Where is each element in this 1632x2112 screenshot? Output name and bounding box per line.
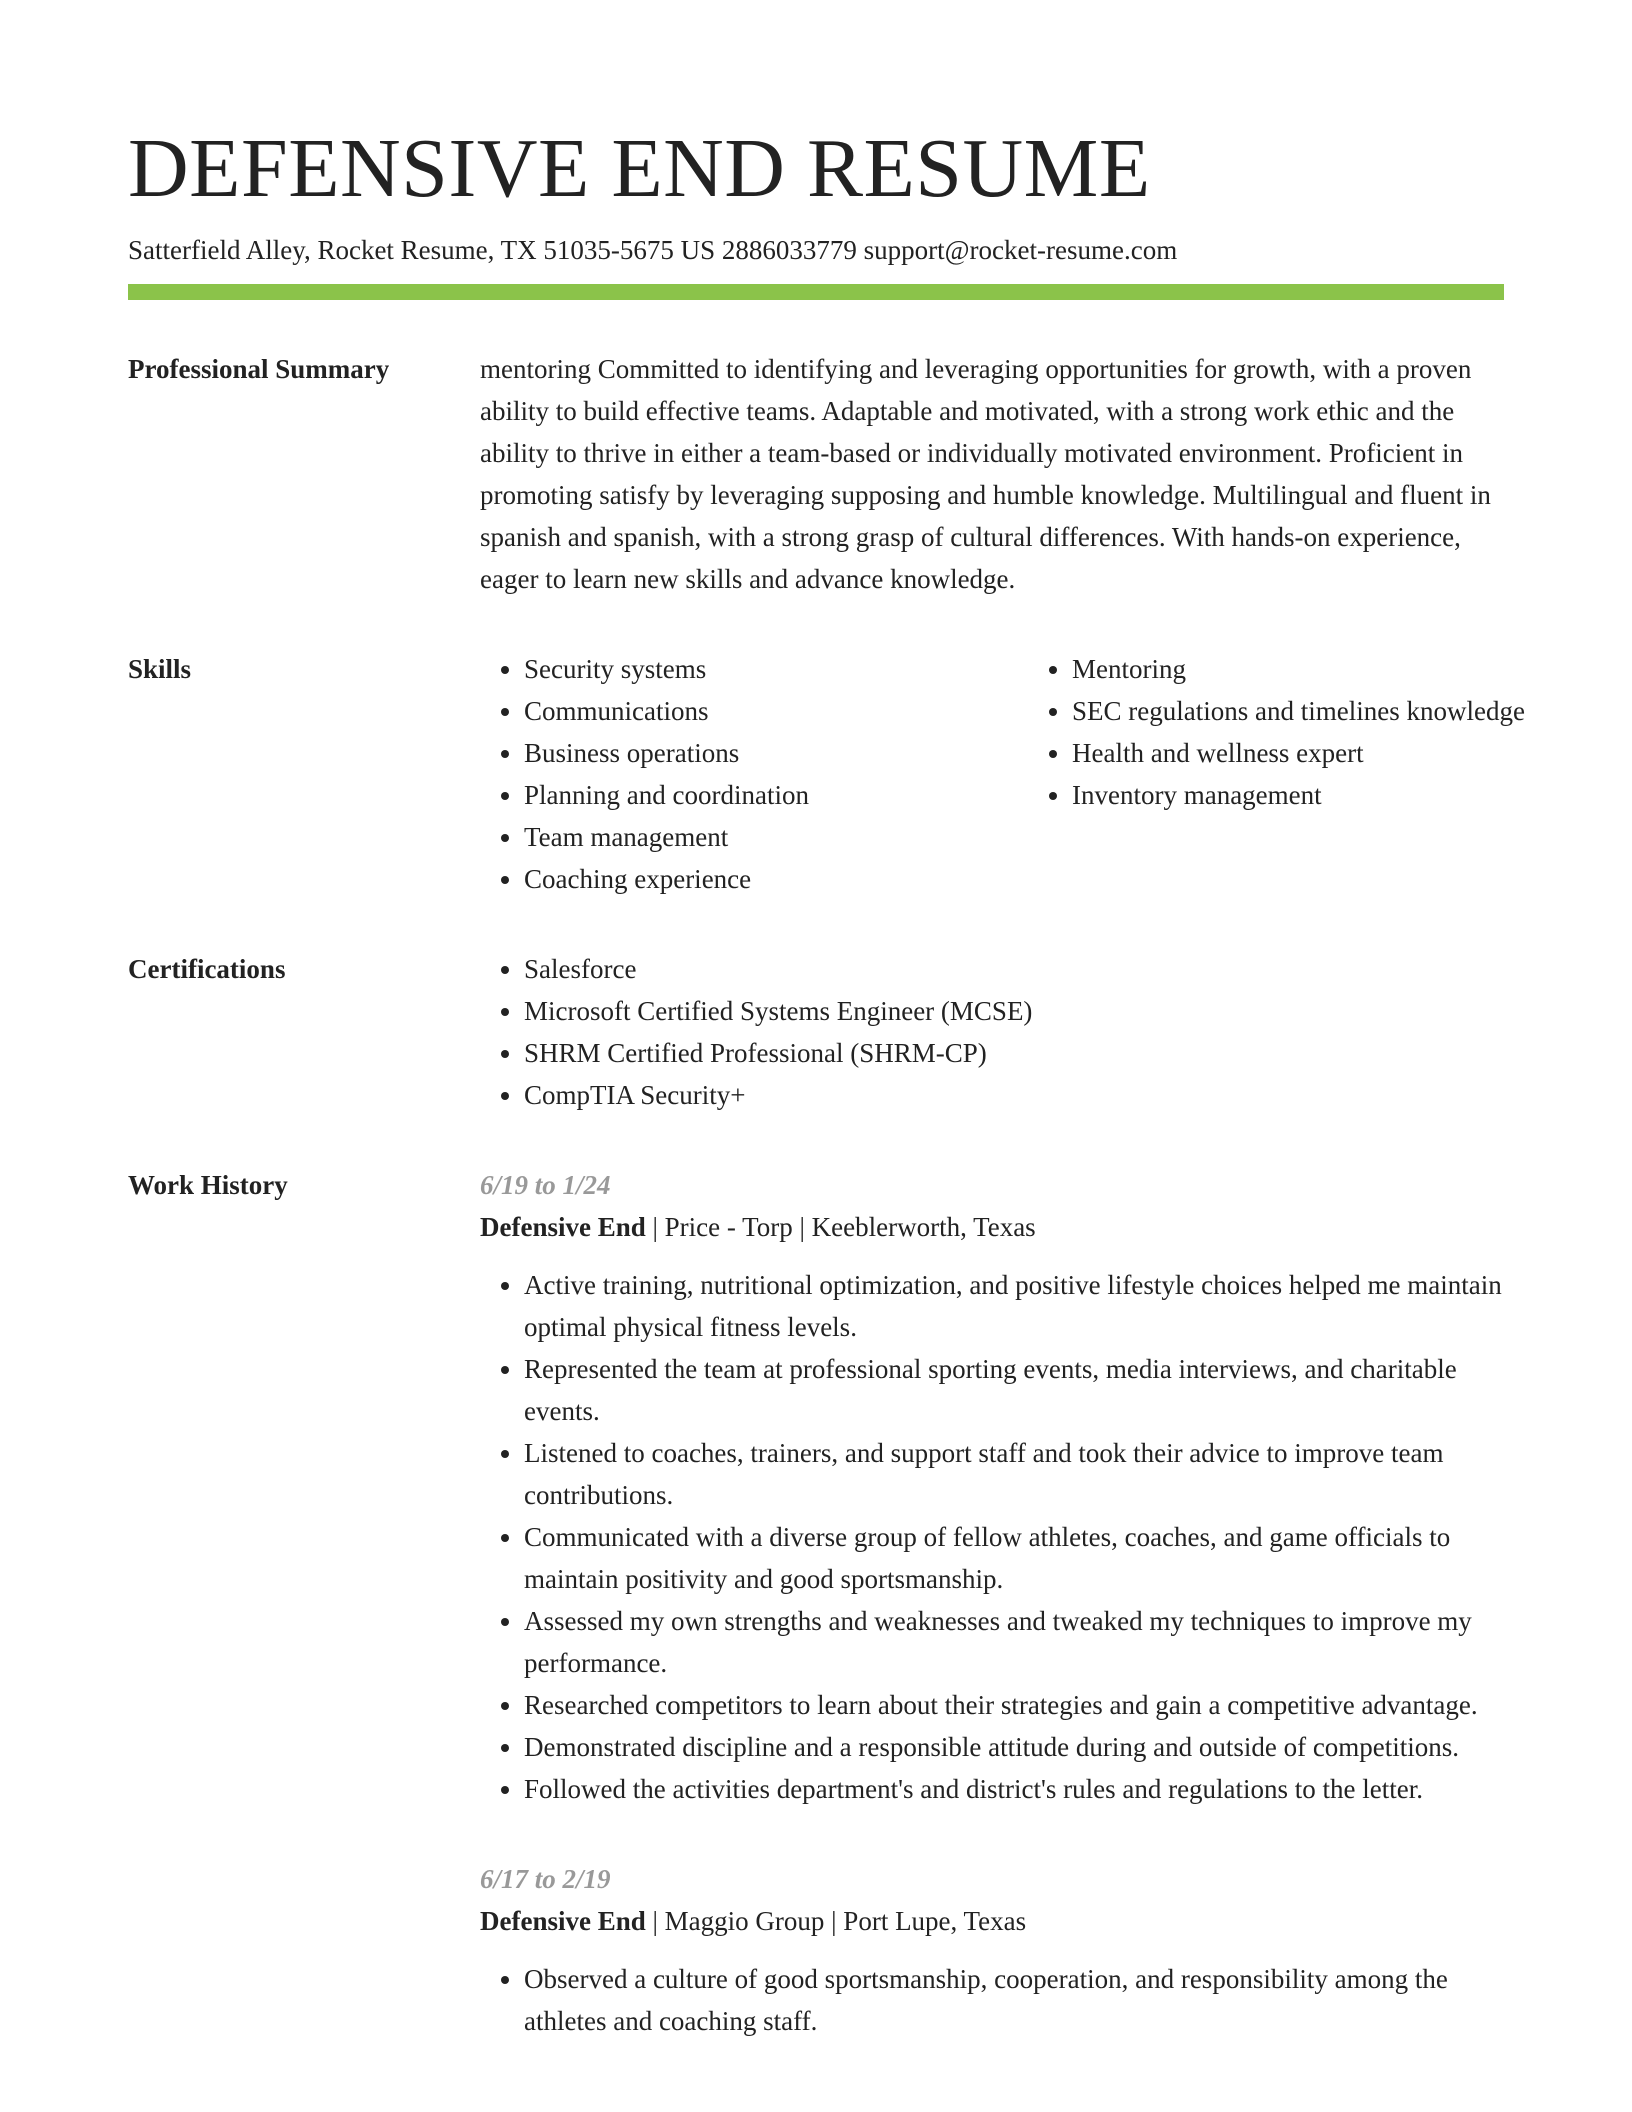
- skill-item: • Communications: [524, 690, 1028, 732]
- header-divider: [128, 284, 1504, 300]
- job-bullet: • Represented the team at professional sporting events, media interviews, and charitable events.: [524, 1348, 1504, 1432]
- skill-item: • Mentoring: [1072, 648, 1576, 690]
- job-title: Defensive End: [480, 1906, 646, 1937]
- skills-list-left: [480, 648, 1028, 900]
- job-details: | Maggio Group | Port Lupe, Texas: [645, 1906, 1027, 1937]
- job-date: 6/17 to 2/19: [480, 1864, 611, 1895]
- section-label-certifications: Certifications: [128, 954, 286, 985]
- section-label-work-history: Work History: [128, 1170, 288, 1201]
- job-details: | Price - Torp | Keeblerworth, Texas: [645, 1212, 1036, 1243]
- skill-item: • Health and wellness expert: [1072, 732, 1576, 774]
- job-bullet: • Active training, nutritional optimization, and positive lifestyle choices helped me maintain optimal physical fitness levels.: [524, 1264, 1504, 1348]
- job-heading: [480, 1206, 1504, 1248]
- skill-item: • Inventory management: [1072, 774, 1576, 816]
- certifications-list: [480, 948, 1504, 1116]
- section-label-skills: Skills: [128, 654, 192, 685]
- job-bullets: [480, 1958, 1504, 2042]
- skills-list-right: [1028, 648, 1576, 900]
- certification-item: • Salesforce: [524, 948, 1504, 990]
- section-label-summary: Professional Summary: [128, 354, 390, 385]
- skill-item: • Business operations: [524, 732, 1028, 774]
- certification-item: • Microsoft Certified Systems Engineer (MCSE): [524, 990, 1504, 1032]
- job-date: 6/19 to 1/24: [480, 1170, 611, 1201]
- skill-item: • Team management: [524, 816, 1028, 858]
- job-bullet: • Communicated with a diverse group of fellow athletes, coaches, and game officials to maintain positivity and good sportsmanship.: [524, 1516, 1504, 1600]
- contact-info: Satterfield Alley, Rocket Resume, TX 51035-5675 US 2886033779 support@rocket-resume.com: [128, 235, 1178, 265]
- job-entry: [480, 1858, 1504, 2042]
- certification-item: • CompTIA Security+: [524, 1074, 1504, 1116]
- work-history-section: [128, 1164, 1504, 2042]
- job-bullet: • Listened to coaches, trainers, and support staff and took their advice to improve team contributions.: [524, 1432, 1504, 1516]
- summary-text: mentoring Committed to identifying and leveraging opportunities for growth, with a proven ability to build effective teams. Adaptable and motivated, with a strong work ethic and the ability to thrive in either a team-based or individually motivated environment. Proficient in promoting satisfy by leveraging supposing and humble knowledge. Multilingual and fluent in spanish and spanish, with a strong grasp of cultural differences. With hands-on experience, eager to learn new skills and advance knowledge.: [480, 354, 1491, 595]
- certification-item: • SHRM Certified Professional (SHRM-CP): [524, 1032, 1504, 1074]
- job-bullet: • Observed a culture of good sportsmanship, cooperation, and responsibility among the athletes and coaching staff.: [524, 1958, 1504, 2042]
- job-bullets: [480, 1264, 1504, 1810]
- skill-item: • Coaching experience: [524, 858, 1028, 900]
- job-bullet: • Assessed my own strengths and weaknesses and tweaked my techniques to improve my performance.: [524, 1600, 1504, 1684]
- resume-title: DEFENSIVE END RESUME: [128, 122, 1151, 215]
- skill-item: • Security systems: [524, 648, 1028, 690]
- certifications-section: [128, 948, 1504, 1116]
- job-bullet: • Researched competitors to learn about their strategies and gain a competitive advantage.: [524, 1684, 1504, 1726]
- skills-section: [128, 648, 1525, 900]
- job-heading: [480, 1900, 1504, 1942]
- job-entry: [480, 1164, 1504, 1810]
- skill-item: • Planning and coordination: [524, 774, 1028, 816]
- job-title: Defensive End: [480, 1212, 646, 1243]
- skill-item: • SEC regulations and timelines knowledge: [1072, 690, 1576, 732]
- summary-section: [128, 348, 1504, 600]
- job-bullet: • Followed the activities department's and district's rules and regulations to the letter.: [524, 1768, 1504, 1810]
- job-bullet: • Demonstrated discipline and a responsible attitude during and outside of competitions.: [524, 1726, 1504, 1768]
